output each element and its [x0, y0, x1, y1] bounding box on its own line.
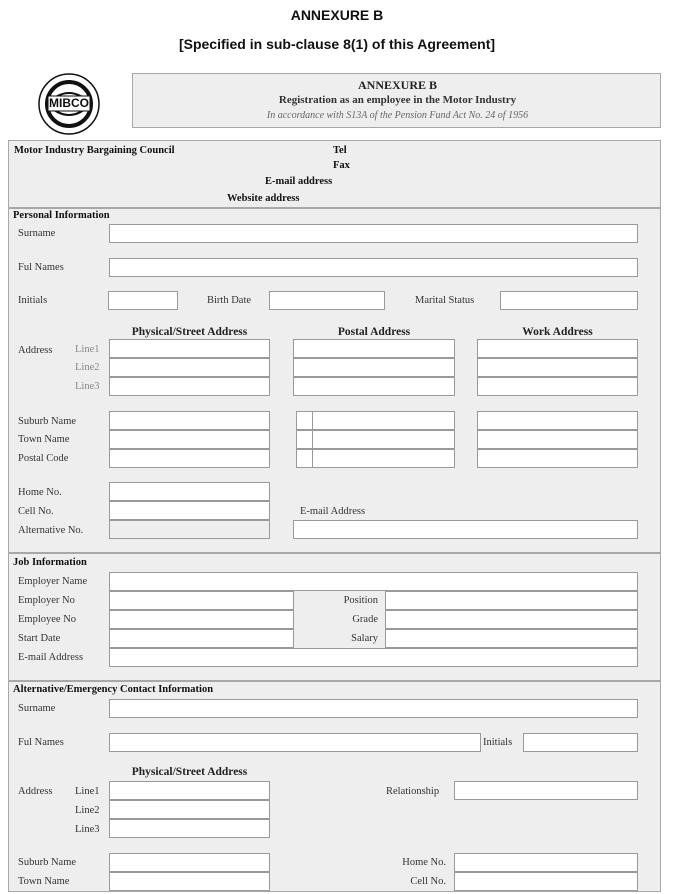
emergency-line1-label: Line1 [75, 786, 100, 797]
emergency-line2-label: Line2 [75, 805, 100, 816]
relationship-input[interactable] [454, 781, 638, 800]
employer-name-label: Employer Name [18, 576, 88, 587]
emergency-town-label: Town Name [18, 876, 70, 887]
work-address-heading: Work Address [522, 326, 593, 338]
cell-no-input[interactable] [109, 501, 270, 520]
work-suburb-input[interactable] [477, 411, 638, 430]
physical-address-heading: Physical/Street Address [131, 326, 248, 338]
birth-date-label: Birth Date [207, 295, 252, 306]
home-no-label: Home No. [18, 487, 62, 498]
employee-no-input[interactable] [109, 610, 294, 629]
alt-no-input[interactable] [109, 520, 270, 539]
cell-no-label: Cell No. [18, 506, 54, 517]
emergency-cell-no-label: Cell No. [410, 876, 446, 887]
form-header-box [132, 73, 661, 128]
full-names-input[interactable] [109, 258, 638, 277]
employee-no-label: Employee No [18, 614, 77, 625]
postal-address-heading: Postal Address [337, 326, 411, 338]
surname-input[interactable] [109, 224, 638, 243]
logo-text: MIBCO [49, 96, 89, 110]
council-website-label: Website address [227, 193, 300, 204]
postal-suburb-input[interactable] [296, 411, 455, 430]
postal-line1-input[interactable] [293, 339, 455, 358]
physical-postal-code-input[interactable] [109, 449, 270, 468]
postal-line2-input[interactable] [293, 358, 455, 377]
emergency-physical-heading: Physical/Street Address [131, 766, 248, 778]
line2-label: Line2 [75, 362, 100, 373]
emergency-line3-label: Line3 [75, 824, 100, 835]
council-fax-label: Fax [333, 160, 350, 171]
emergency-home-no-label: Home No. [402, 857, 446, 868]
address-label: Address [18, 345, 53, 356]
emergency-cell-no-input[interactable] [454, 872, 638, 891]
document-heading: ANNEXURE B [290, 7, 384, 23]
council-name: Motor Industry Bargaining Council [14, 145, 175, 156]
emergency-full-names-input[interactable] [109, 733, 481, 752]
employer-no-input[interactable] [109, 591, 294, 610]
work-town-input[interactable] [477, 430, 638, 449]
work-postal-code-input[interactable] [477, 449, 638, 468]
document-subheading: [Specified in sub-clause 8(1) of this Agreement] [178, 36, 496, 52]
alt-no-label: Alternative No. [18, 525, 84, 536]
work-line3-input[interactable] [477, 377, 638, 396]
emergency-line2-input[interactable] [109, 800, 270, 819]
emergency-line1-input[interactable] [109, 781, 270, 800]
physical-town-input[interactable] [109, 430, 270, 449]
emergency-suburb-label: Suburb Name [18, 857, 77, 868]
physical-suburb-input[interactable] [109, 411, 270, 430]
marital-status-input[interactable] [500, 291, 638, 310]
position-input[interactable] [385, 591, 638, 610]
initials-input[interactable] [108, 291, 178, 310]
job-email-input[interactable] [109, 648, 638, 667]
postal-postal-code-input[interactable] [296, 449, 455, 468]
emergency-line3-input[interactable] [109, 819, 270, 838]
relationship-label: Relationship [386, 786, 440, 797]
postal-line3-input[interactable] [293, 377, 455, 396]
form-header-note: In accordance with S13A of the Pension Fund Act No. 24 of 1956 [266, 110, 529, 121]
mibco-logo [28, 68, 110, 140]
work-line1-input[interactable] [477, 339, 638, 358]
job-heading: Job Information [13, 557, 87, 568]
emergency-initials-label: Initials [483, 737, 513, 748]
town-label: Town Name [18, 434, 70, 445]
grade-label: Grade [352, 614, 378, 625]
physical-line3-input[interactable] [109, 377, 270, 396]
salary-input[interactable] [385, 629, 638, 648]
emergency-initials-input[interactable] [523, 733, 638, 752]
line1-label: Line1 [75, 344, 100, 355]
postal-code-label: Postal Code [18, 453, 69, 464]
physical-line2-input[interactable] [109, 358, 270, 377]
emergency-surname-input[interactable] [109, 699, 638, 718]
postal-town-input[interactable] [296, 430, 455, 449]
form-header-title: ANNEXURE B [357, 78, 437, 92]
suburb-label: Suburb Name [18, 416, 77, 427]
birth-date-input[interactable] [269, 291, 385, 310]
full-names-label: Ful Names [18, 262, 64, 273]
council-tel-label: Tel [333, 145, 347, 156]
emergency-address-label: Address [18, 786, 53, 797]
surname-label: Surname [18, 228, 56, 239]
postal-column-divider [312, 411, 313, 468]
physical-line1-input[interactable] [109, 339, 270, 358]
personal-heading: Personal Information [13, 210, 110, 221]
line3-label: Line3 [75, 381, 100, 392]
email-input[interactable] [293, 520, 638, 539]
form-header-subtitle: Registration as an employee in the Motor Industry [278, 94, 517, 106]
start-date-label: Start Date [18, 633, 61, 644]
grade-input[interactable] [385, 610, 638, 629]
salary-label: Salary [351, 633, 378, 644]
initials-label: Initials [18, 295, 48, 306]
email-label: E-mail Address [300, 506, 366, 517]
start-date-input[interactable] [109, 629, 294, 648]
emergency-full-names-label: Ful Names [18, 737, 64, 748]
council-email-label: E-mail address [265, 176, 333, 187]
marital-status-label: Marital Status [415, 295, 475, 306]
emergency-surname-label: Surname [18, 703, 56, 714]
home-no-input[interactable] [109, 482, 270, 501]
work-line2-input[interactable] [477, 358, 638, 377]
employer-name-input[interactable] [109, 572, 638, 591]
emergency-home-no-input[interactable] [454, 853, 638, 872]
emergency-town-input[interactable] [109, 872, 270, 891]
emergency-heading: Alternative/Emergency Contact Information [13, 684, 214, 695]
position-label: Position [343, 595, 378, 606]
employer-no-label: Employer No [18, 595, 75, 606]
emergency-suburb-input[interactable] [109, 853, 270, 872]
job-email-label: E-mail Address [18, 652, 84, 663]
